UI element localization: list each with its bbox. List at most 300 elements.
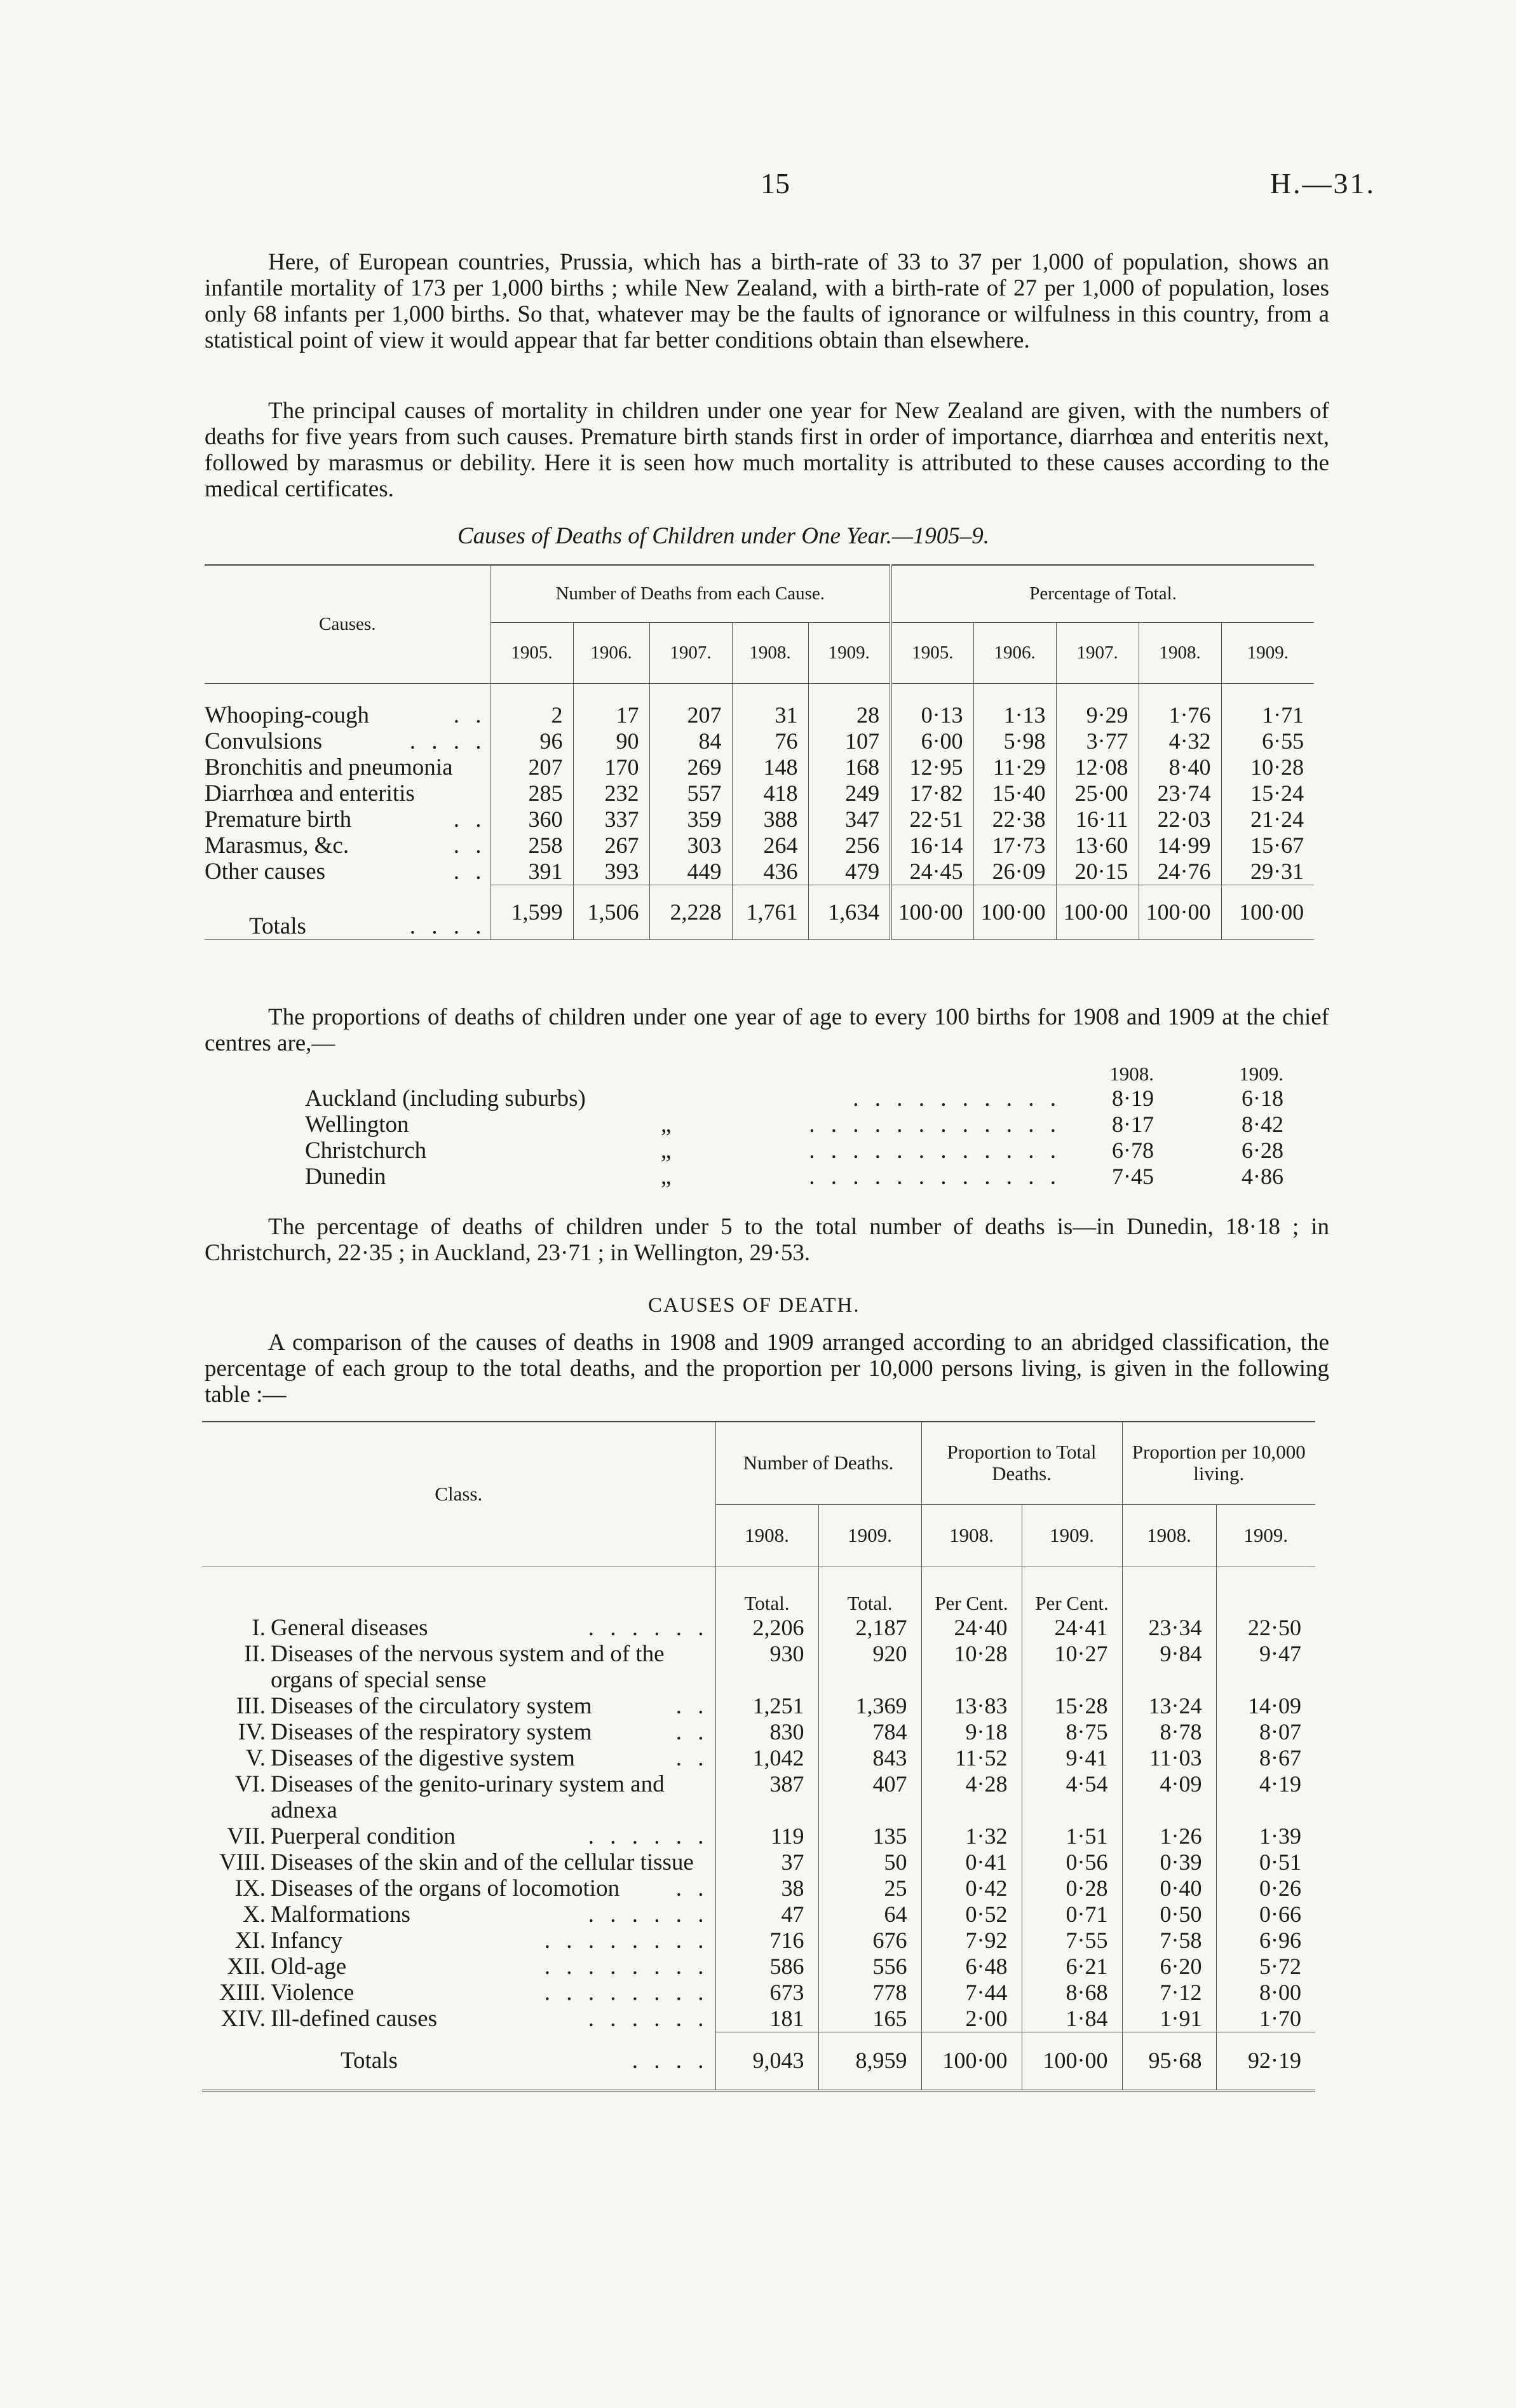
table2-total-value: 100·00 <box>1022 2032 1122 2091</box>
table2-row <box>202 1901 1315 1928</box>
class-label: General diseases <box>271 1615 428 1641</box>
class-cell <box>271 1875 715 1901</box>
table2-row <box>202 1745 1315 1771</box>
leader-dots: . . <box>453 833 487 859</box>
table2-value: 23·34 <box>1122 1615 1216 1641</box>
total-count: 2,228 <box>649 885 732 940</box>
class-numeral: II. <box>244 1641 266 1667</box>
table2-value: 1·51 <box>1022 1823 1122 1849</box>
class-label: Diseases of the digestive system <box>271 1745 575 1771</box>
ditto-mark: „ <box>661 1138 672 1164</box>
class-cell <box>271 1823 715 1849</box>
death-count: 479 <box>808 859 891 885</box>
class-cell <box>271 1901 715 1928</box>
cause-label: Other causes <box>205 859 326 885</box>
value-1909: 6·18 <box>1242 1085 1283 1111</box>
death-count: 28 <box>808 702 891 728</box>
class-cell <box>271 1693 715 1719</box>
death-count: 17 <box>573 702 649 728</box>
class-numeral: XIII. <box>219 1980 266 2006</box>
table1-year: 1905. <box>491 622 573 683</box>
table2-value: 0·50 <box>1122 1901 1216 1928</box>
death-count: 418 <box>732 780 808 806</box>
leader-dots: . . . . <box>409 728 487 754</box>
table2-row <box>202 1641 1315 1693</box>
cause-cell <box>205 728 491 754</box>
table2-value: 1,251 <box>715 1693 818 1719</box>
class-label: Old-age <box>271 1954 347 1980</box>
class-label: Malformations <box>271 1901 410 1928</box>
table2-row <box>202 1980 1315 2006</box>
percentage: 15·40 <box>973 780 1056 806</box>
table2-value: 13·24 <box>1122 1693 1216 1719</box>
table2-row <box>202 1954 1315 1980</box>
table1-year: 1908. <box>1139 622 1221 683</box>
cause-cell <box>205 806 491 833</box>
class-label: Ill-defined causes <box>271 2006 437 2032</box>
percentage: 24·45 <box>891 859 973 885</box>
class-label: Infancy <box>271 1928 342 1954</box>
percentage: 26·09 <box>973 859 1056 885</box>
table2-value: 4·54 <box>1022 1771 1122 1823</box>
table2-value: 8·75 <box>1022 1719 1122 1745</box>
table2-value: 7·58 <box>1122 1928 1216 1954</box>
death-count: 249 <box>808 780 891 806</box>
table2-value: 4·09 <box>1122 1771 1216 1823</box>
cause-label: Whooping-cough <box>205 702 369 728</box>
death-count: 232 <box>573 780 649 806</box>
leader-dots: . . <box>675 1719 709 1745</box>
table2-value: 4·28 <box>921 1771 1022 1823</box>
death-count: 148 <box>732 754 808 780</box>
table1-number-header: Number of Deaths from each Cause. <box>491 565 891 622</box>
table2-value: 843 <box>818 1745 921 1771</box>
death-count: 256 <box>808 833 891 859</box>
table2-value: 778 <box>818 1980 921 2006</box>
table2-value: 387 <box>715 1771 818 1823</box>
cause-cell <box>205 780 491 806</box>
table2-value: 7·55 <box>1022 1928 1122 1954</box>
class-numeral: IV. <box>238 1719 266 1745</box>
leader-dots: . . <box>675 1745 709 1771</box>
table2-value: 8·78 <box>1122 1719 1216 1745</box>
paragraph-under-five: The percentage of deaths of children under 5 to the total number of deaths is—in Dunedin, 18·18 ; in Christchurch, 22·35 ; in Auckland, 23·71 ; in Wellington, 29·53. <box>205 1214 1329 1266</box>
table2-value: 24·41 <box>1022 1615 1122 1641</box>
table1-year: 1906. <box>973 622 1056 683</box>
percentage: 15·67 <box>1221 833 1314 859</box>
class-label: Diseases of the circulatory system <box>271 1693 592 1719</box>
value-1909: 4·86 <box>1242 1164 1283 1189</box>
table2-value: 9·41 <box>1022 1745 1122 1771</box>
table2-value: 135 <box>818 1823 921 1849</box>
table2-total-value: 92·19 <box>1216 2032 1315 2091</box>
percentage: 6·00 <box>891 728 973 754</box>
table2-total-value: 9,043 <box>715 2032 818 2091</box>
class-label: Puerperal condition <box>271 1823 456 1849</box>
table2-subheader: Total. <box>715 1567 818 1615</box>
class-numeral: IX. <box>234 1875 266 1901</box>
centre-name: Auckland (including suburbs) <box>305 1085 586 1112</box>
table2-value: 10·27 <box>1022 1641 1122 1693</box>
centres-year: 1908. <box>1109 1063 1154 1085</box>
death-count: 107 <box>808 728 891 754</box>
value-1909: 8·42 <box>1242 1112 1283 1137</box>
cause-label: Bronchitis and pneumonia <box>205 754 453 780</box>
table2-value: 37 <box>715 1849 818 1875</box>
table2-value: 1·84 <box>1022 2006 1122 2032</box>
class-label: Diseases of the genito-urinary system and adnexa <box>271 1771 665 1823</box>
table2-value: 673 <box>715 1980 818 2006</box>
table1-percent-header: Percentage of Total. <box>891 565 1314 622</box>
table2-value: 0·26 <box>1216 1875 1315 1901</box>
table2-value: 1·32 <box>921 1823 1022 1849</box>
table2-group-header <box>202 1422 1315 1504</box>
table1-year: 1909. <box>1221 622 1314 683</box>
table2-year: 1908. <box>921 1504 1022 1567</box>
table2-class-header: Class. <box>202 1422 715 1567</box>
centres-year: 1909. <box>1239 1063 1283 1085</box>
table2-value: 9·47 <box>1216 1641 1315 1693</box>
table2-value: 7·92 <box>921 1928 1022 1954</box>
class-numeral: XIV. <box>220 2006 266 2032</box>
table2-year: 1908. <box>1122 1504 1216 1567</box>
table2-value: 0·52 <box>921 1901 1022 1928</box>
table2-value: 830 <box>715 1719 818 1745</box>
table1-group-header <box>205 565 1314 622</box>
totals-cell <box>205 885 491 940</box>
death-count: 359 <box>649 806 732 833</box>
value-1908: 6·78 <box>1112 1138 1154 1163</box>
leader-dots: . . . . . . . . . . . . <box>809 1112 1061 1138</box>
percentage: 20·15 <box>1056 859 1139 885</box>
death-count: 207 <box>649 702 732 728</box>
table2-value: 1·39 <box>1216 1823 1315 1849</box>
class-label: Violence <box>271 1980 355 2006</box>
table1-year: 1905. <box>891 622 973 683</box>
class-numeral: X. <box>243 1901 266 1928</box>
death-count: 269 <box>649 754 732 780</box>
death-count: 31 <box>732 702 808 728</box>
cause-cell <box>205 833 491 859</box>
class-cell <box>271 1980 715 2006</box>
table2-value: 119 <box>715 1823 818 1849</box>
value-1908: 8·19 <box>1112 1085 1154 1111</box>
total-percentage: 100·00 <box>1221 885 1314 940</box>
table2-value: 50 <box>818 1849 921 1875</box>
table2-value: 11·52 <box>921 1745 1022 1771</box>
death-count: 84 <box>649 728 732 754</box>
table2-prop-living-header: Proportion per 10,000 living. <box>1122 1422 1315 1504</box>
table2-value: 2,187 <box>818 1615 921 1641</box>
table2-value: 586 <box>715 1954 818 1980</box>
class-cell <box>271 1954 715 1980</box>
table2-value: 24·40 <box>921 1615 1022 1641</box>
death-count: 388 <box>732 806 808 833</box>
percentage: 8·40 <box>1139 754 1221 780</box>
leader-dots: . . . . . . <box>588 1901 709 1928</box>
percentage: 17·82 <box>891 780 973 806</box>
table2-subheader: Per Cent. <box>1022 1567 1122 1615</box>
death-count: 449 <box>649 859 732 885</box>
table1-year: 1908. <box>732 622 808 683</box>
class-numeral: I. <box>252 1615 266 1641</box>
total-percentage: 100·00 <box>973 885 1056 940</box>
class-cell <box>271 1771 715 1823</box>
paragraph-prussia: Here, of European countries, Prussia, which has a birth-rate of 33 to 37 per 1,000 of population, shows an infantile mortality of 173 per 1,000 births ; while New Zealand, with a birth-rate of 27 per 1,000 of population, loses only 68 infants per 1,000 births. So that, whatever may be the faults of ignorance or wilfulness in this country, from a statistical point of view it would appear that far better conditions obtain than elsewhere. <box>205 249 1329 353</box>
death-count: 267 <box>573 833 649 859</box>
section-heading: CAUSES OF DEATH. <box>648 1294 860 1317</box>
ditto-mark: „ <box>661 1164 672 1190</box>
percentage: 4·32 <box>1139 728 1221 754</box>
table2-value: 165 <box>818 2006 921 2032</box>
table2-year: 1909. <box>1022 1504 1122 1567</box>
table2-value: 6·48 <box>921 1954 1022 1980</box>
table2-value: 7·12 <box>1122 1980 1216 2006</box>
table1-caption: Causes of Deaths of Children under One Year.—1905–9. <box>457 523 989 549</box>
percentage: 23·74 <box>1139 780 1221 806</box>
table2-row <box>202 1928 1315 1954</box>
table1-row <box>205 728 1314 754</box>
leader-dots: . . <box>453 859 487 885</box>
table2-subheader: Total. <box>818 1567 921 1615</box>
totals-label: Totals <box>341 2048 398 2074</box>
value-1908: 7·45 <box>1112 1164 1154 1189</box>
percentage: 12·08 <box>1056 754 1139 780</box>
centres-year-header <box>305 1063 1309 1085</box>
table1-totals-row <box>205 885 1314 940</box>
table1-row <box>205 833 1314 859</box>
death-count: 557 <box>649 780 732 806</box>
paragraph-principal-causes: The principal causes of mortality in children under one year for New Zealand are given, with the numbers of deaths for five years from such causes. Premature birth stands first in order of importance, diarrhœa and enteritis next, followed by marasmus or debility. Here it is seen how much mortality is attributed to these causes according to the medical certificates. <box>205 398 1329 502</box>
class-cell <box>271 1641 715 1693</box>
value-1908: 8·17 <box>1112 1112 1154 1137</box>
death-count: 2 <box>491 702 573 728</box>
percentage: 10·28 <box>1221 754 1314 780</box>
table2-value: 1·26 <box>1122 1823 1216 1849</box>
table2-value: 6·20 <box>1122 1954 1216 1980</box>
table2-number-header: Number of Deaths. <box>715 1422 921 1504</box>
percentage: 21·24 <box>1221 806 1314 833</box>
leader-dots: . . <box>675 1875 709 1901</box>
death-count: 285 <box>491 780 573 806</box>
class-cell <box>271 1615 715 1641</box>
cause-cell <box>205 702 491 728</box>
table2-subheader: Per Cent. <box>921 1567 1022 1615</box>
percentage: 22·51 <box>891 806 973 833</box>
percentage: 17·73 <box>973 833 1056 859</box>
table2-value: 920 <box>818 1641 921 1693</box>
centre-row <box>305 1085 1309 1112</box>
causes-of-death-table <box>202 1421 1315 2092</box>
table2-value: 25 <box>818 1875 921 1901</box>
table2-value: 1·70 <box>1216 2006 1315 2032</box>
percentage: 1·71 <box>1221 702 1314 728</box>
death-count: 207 <box>491 754 573 780</box>
death-count: 96 <box>491 728 573 754</box>
table2-value: 0·39 <box>1122 1849 1216 1875</box>
table2-prop-total-header: Proportion to Total Deaths. <box>921 1422 1122 1504</box>
total-count: 1,506 <box>573 885 649 940</box>
table2-value: 13·83 <box>921 1693 1022 1719</box>
percentage: 24·76 <box>1139 859 1221 885</box>
table2-value: 6·21 <box>1022 1954 1122 1980</box>
table2-year: 1909. <box>1216 1504 1315 1567</box>
cause-label: Diarrhœa and enteritis <box>205 780 415 806</box>
table1-row <box>205 806 1314 833</box>
class-cell <box>271 2006 715 2032</box>
table2-row <box>202 1615 1315 1641</box>
leader-dots: . . . . <box>409 913 487 939</box>
table2-value: 2·00 <box>921 2006 1022 2032</box>
percentage: 1·76 <box>1139 702 1221 728</box>
percentage: 16·14 <box>891 833 973 859</box>
total-percentage: 100·00 <box>1139 885 1221 940</box>
percentage: 1·13 <box>973 702 1056 728</box>
page-number: 15 <box>761 167 790 200</box>
percentage: 3·77 <box>1056 728 1139 754</box>
percentage: 9·29 <box>1056 702 1139 728</box>
centre-name: Christchurch <box>305 1138 427 1164</box>
death-count: 436 <box>732 859 808 885</box>
percentage: 25·00 <box>1056 780 1139 806</box>
table2-value: 8·68 <box>1022 1980 1122 2006</box>
cause-label: Convulsions <box>205 728 323 754</box>
infant-deaths-table <box>205 564 1314 940</box>
percentage: 29·31 <box>1221 859 1314 885</box>
table1-spacer <box>205 683 1314 702</box>
centre-name: Dunedin <box>305 1164 386 1190</box>
leader-dots: . . . . . . . . <box>544 1980 709 2006</box>
leader-dots: . . . . . . . . <box>544 1928 709 1954</box>
table1-causes-header: Causes. <box>205 565 491 683</box>
leader-dots: . . . . . . . . <box>544 1954 709 1980</box>
total-count: 1,761 <box>732 885 808 940</box>
leader-dots: . . . . . . . . . . . . <box>809 1138 1061 1164</box>
totals-label: Totals <box>249 913 306 939</box>
table2-value: 1,369 <box>818 1693 921 1719</box>
class-label: Diseases of the nervous system and of the organs of special sense <box>271 1641 665 1693</box>
class-numeral: VIII. <box>219 1849 266 1875</box>
table2-totals-row <box>202 2032 1315 2091</box>
table2-value: 22·50 <box>1216 1615 1315 1641</box>
totals-cell <box>271 2032 715 2091</box>
class-cell <box>271 1745 715 1771</box>
leader-dots: . . . . . . <box>588 1615 709 1641</box>
value-1909: 6·28 <box>1242 1138 1283 1163</box>
class-cell <box>271 1928 715 1954</box>
table2-year: 1908. <box>715 1504 818 1567</box>
table2-subheader-row <box>202 1567 1315 1615</box>
table2-value: 2,206 <box>715 1615 818 1641</box>
leader-dots: . . <box>675 1693 709 1719</box>
table1-row <box>205 780 1314 806</box>
death-count: 90 <box>573 728 649 754</box>
table2-total-value: 95·68 <box>1122 2032 1216 2091</box>
percentage: 12·95 <box>891 754 973 780</box>
table2-value: 5·72 <box>1216 1954 1315 1980</box>
table2-value: 15·28 <box>1022 1693 1122 1719</box>
leader-dots: . . . . . . <box>588 2006 709 2032</box>
table1-year: 1907. <box>649 622 732 683</box>
table2-value: 8·67 <box>1216 1745 1315 1771</box>
total-count: 1,599 <box>491 885 573 940</box>
table2-year: 1909. <box>818 1504 921 1567</box>
death-count: 360 <box>491 806 573 833</box>
death-count: 347 <box>808 806 891 833</box>
death-count: 393 <box>573 859 649 885</box>
death-count: 170 <box>573 754 649 780</box>
table2-value: 11·03 <box>1122 1745 1216 1771</box>
table2-value: 716 <box>715 1928 818 1954</box>
table2-total-value: 8,959 <box>818 2032 921 2091</box>
death-count: 76 <box>732 728 808 754</box>
percentage: 11·29 <box>973 754 1056 780</box>
table2-value: 47 <box>715 1901 818 1928</box>
table2-row <box>202 1875 1315 1901</box>
cause-label: Marasmus, &c. <box>205 833 349 859</box>
table2-total-value: 100·00 <box>921 2032 1022 2091</box>
table1-row <box>205 859 1314 885</box>
table2-value: 0·42 <box>921 1875 1022 1901</box>
class-cell <box>271 1719 715 1745</box>
percentage: 22·38 <box>973 806 1056 833</box>
percentage: 22·03 <box>1139 806 1221 833</box>
table1-row <box>205 754 1314 780</box>
table2-value: 0·28 <box>1022 1875 1122 1901</box>
table2-value: 64 <box>818 1901 921 1928</box>
percentage: 16·11 <box>1056 806 1139 833</box>
leader-dots: . . . . . . <box>588 1823 709 1849</box>
table2-value: 8·07 <box>1216 1719 1315 1745</box>
table2-value: 9·84 <box>1122 1641 1216 1693</box>
table1-row <box>205 702 1314 728</box>
table2-value: 38 <box>715 1875 818 1901</box>
table2-value: 407 <box>818 1771 921 1823</box>
cause-cell <box>205 859 491 885</box>
percentage: 13·60 <box>1056 833 1139 859</box>
class-label: Diseases of the organs of locomotion <box>271 1875 620 1901</box>
table2-row <box>202 1719 1315 1745</box>
paragraph-proportions: The proportions of deaths of children under one year of age to every 100 births for 1908 and 1909 at the chief centres are,— <box>205 1004 1329 1056</box>
centres-table <box>305 1063 1309 1190</box>
table2-value: 0·41 <box>921 1849 1022 1875</box>
table2-value: 0·66 <box>1216 1901 1315 1928</box>
percentage: 5·98 <box>973 728 1056 754</box>
class-label: Diseases of the skin and of the cellular tissue <box>271 1849 694 1875</box>
table2-row <box>202 1823 1315 1849</box>
death-count: 264 <box>732 833 808 859</box>
class-numeral: XII. <box>227 1954 266 1980</box>
leader-dots: . . <box>453 806 487 833</box>
death-count: 337 <box>573 806 649 833</box>
table2-value: 930 <box>715 1641 818 1693</box>
table1-year: 1907. <box>1056 622 1139 683</box>
table2-row <box>202 1693 1315 1719</box>
centre-name: Wellington <box>305 1112 409 1138</box>
percentage: 14·99 <box>1139 833 1221 859</box>
class-numeral: VI. <box>234 1771 266 1797</box>
death-count: 391 <box>491 859 573 885</box>
table2-value: 8·00 <box>1216 1980 1315 2006</box>
death-count: 168 <box>808 754 891 780</box>
class-numeral: VII. <box>227 1823 266 1849</box>
class-numeral: V. <box>245 1745 266 1771</box>
percentage: 6·55 <box>1221 728 1314 754</box>
table1-year: 1909. <box>808 622 891 683</box>
table2-value: 10·28 <box>921 1641 1022 1693</box>
class-label: Diseases of the respiratory system <box>271 1719 592 1745</box>
table2-value: 0·40 <box>1122 1875 1216 1901</box>
